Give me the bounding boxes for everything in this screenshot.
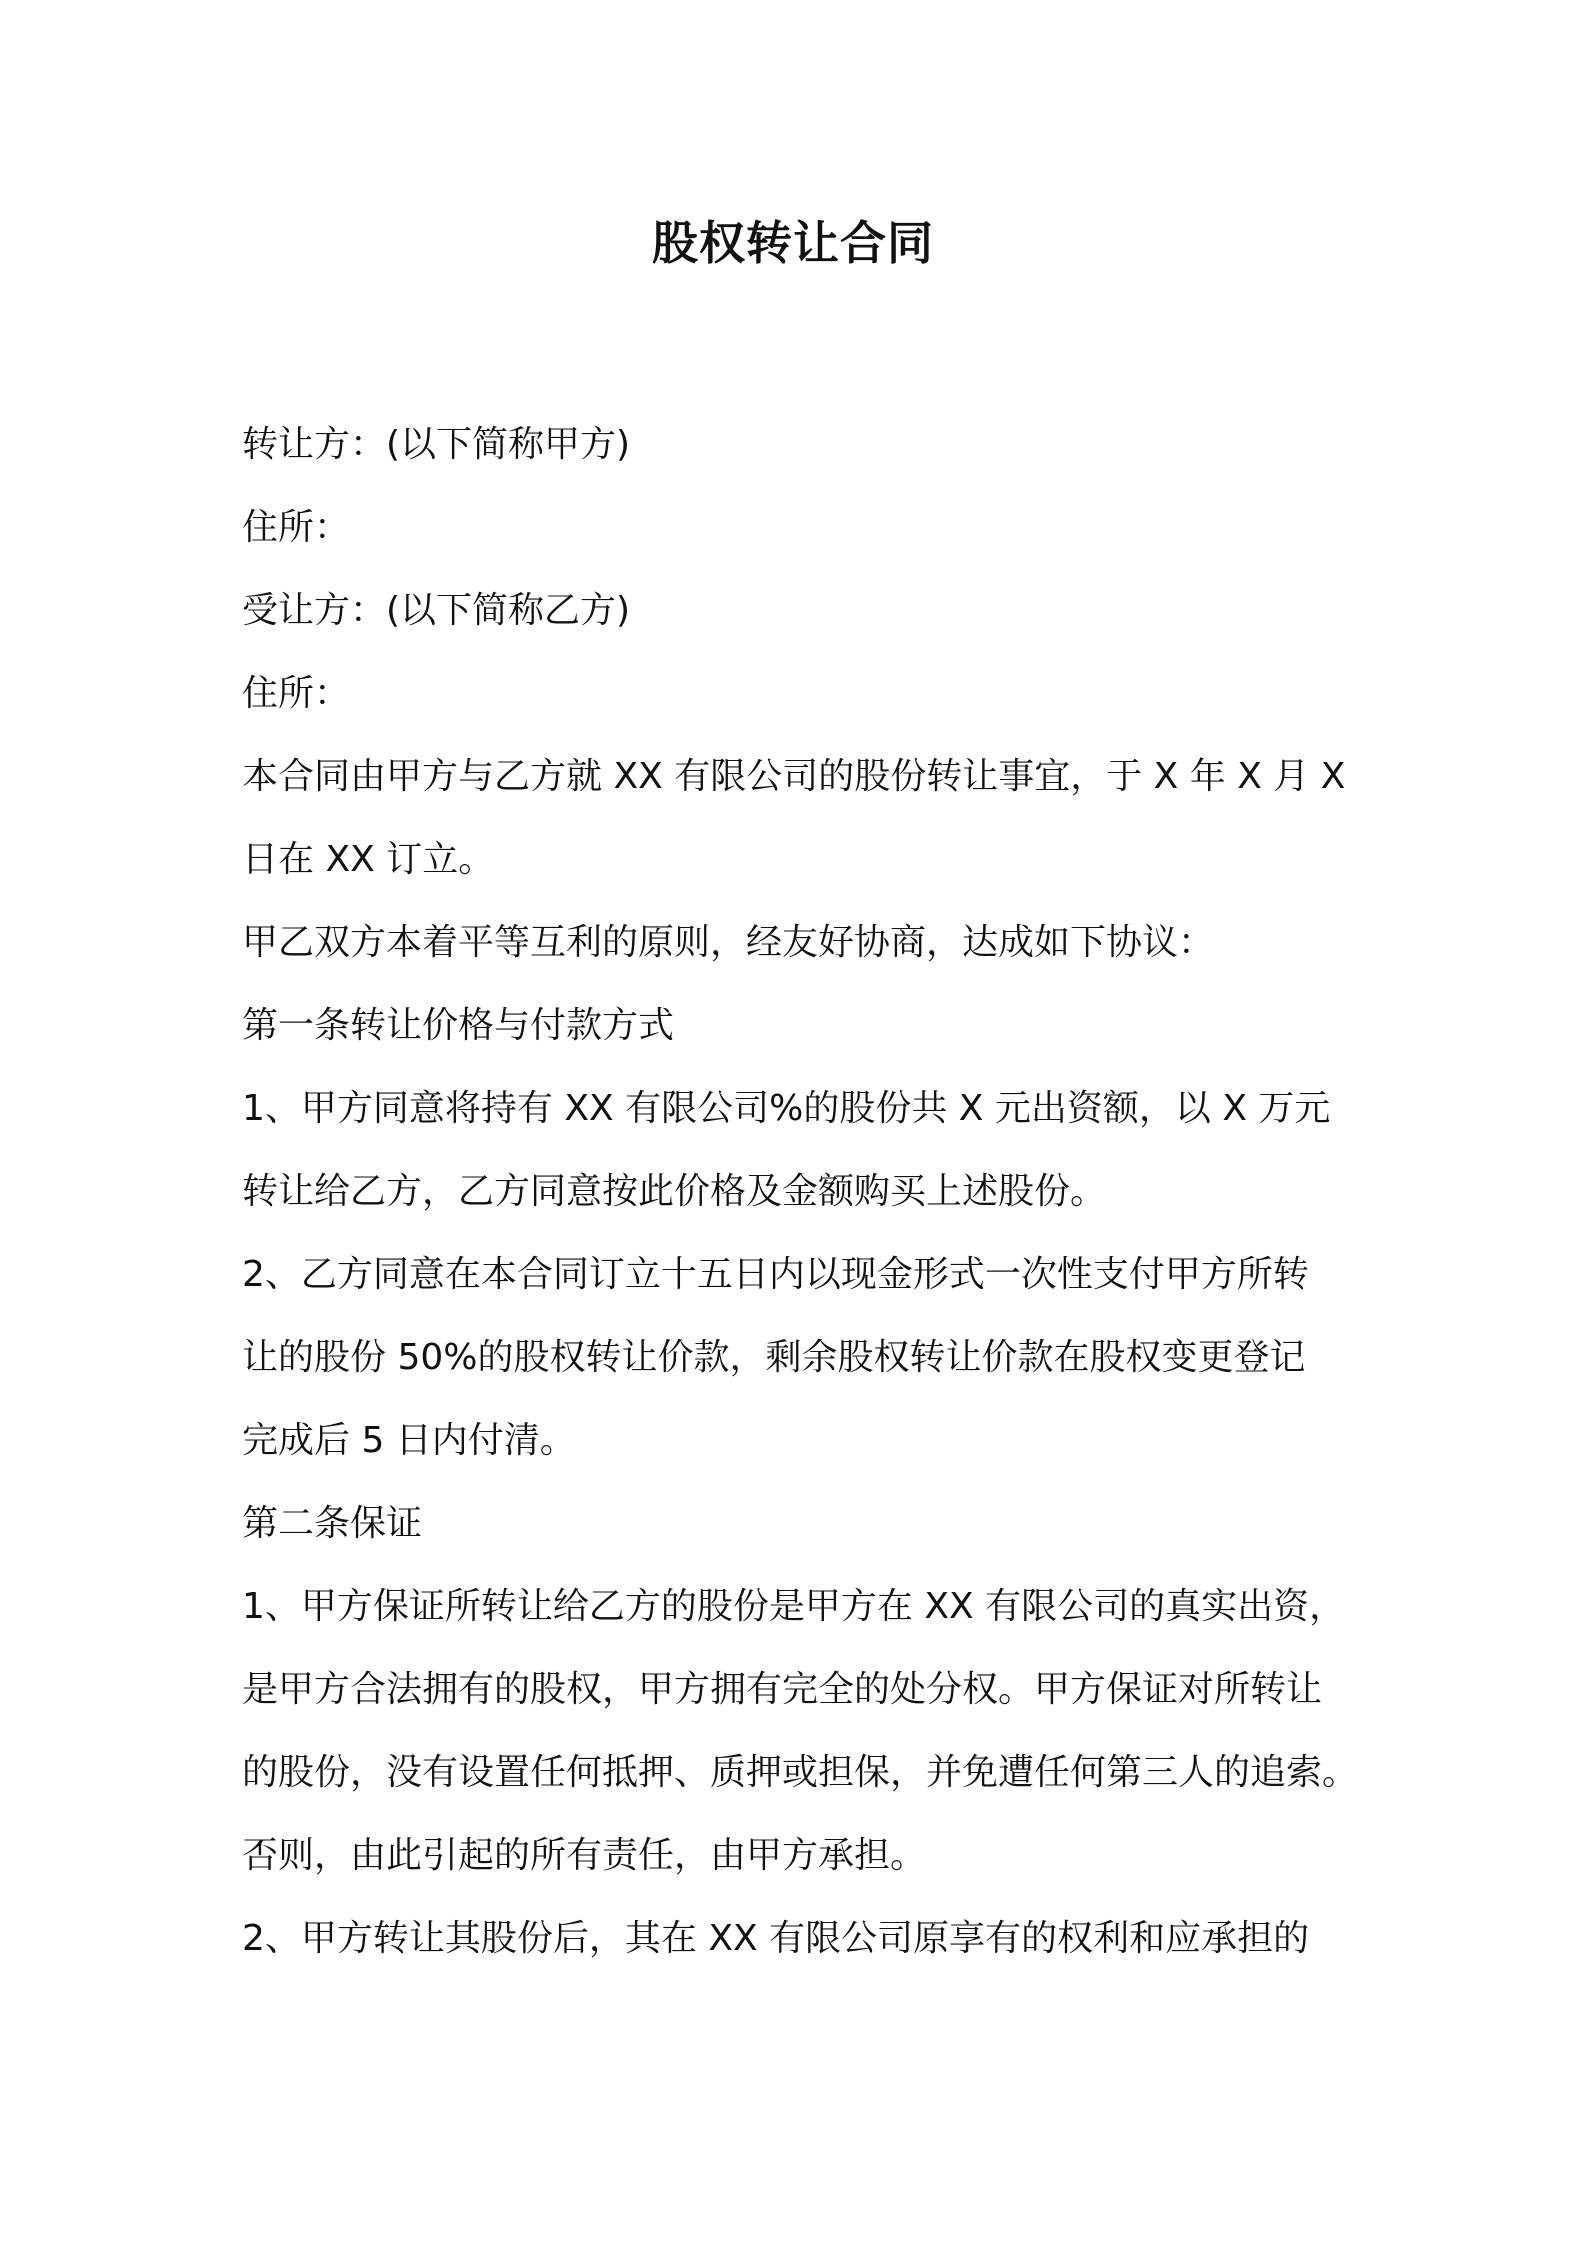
document-title: 股权转让合同 xyxy=(652,216,934,270)
article-2-clause-1-line-3: 的股份，没有设置任何抵押、质押或担保，并免遭任何第三人的追索。 xyxy=(242,1752,1359,1793)
agreement-line: 甲乙双方本着平等互利的原则，经友好协商，达成如下协议： xyxy=(242,922,1215,963)
party-a-line: 转让方：(以下简称甲方) xyxy=(242,424,631,465)
article-1-clause-2-line-2: 让的股份 50%的股权转让价款，剩余股权转让价款在股权变更登记 xyxy=(242,1337,1306,1378)
article-1-heading: 第一条转让价格与付款方式 xyxy=(242,1005,675,1046)
party-b-address-line: 住所： xyxy=(242,673,351,714)
article-1-clause-1-line-1: 1、甲方同意将持有 XX 有限公司%的股份共 X 元出资额，以 X 万元 xyxy=(242,1088,1331,1129)
document-body xyxy=(242,403,1362,1980)
intro-line-1: 本合同由甲方与乙方就 XX 有限公司的股份转让事宜，于 X 年 X 月 X xyxy=(242,756,1346,797)
article-2-heading: 第二条保证 xyxy=(242,1503,423,1544)
article-2-clause-1-line-4: 否则，由此引起的所有责任，由甲方承担。 xyxy=(242,1835,927,1876)
article-1-clause-2-line-3: 完成后 5 日内付清。 xyxy=(242,1420,576,1461)
party-b-line: 受让方：(以下简称乙方) xyxy=(242,590,631,631)
article-2-clause-1-line-2: 是甲方合法拥有的股权，甲方拥有完全的处分权。甲方保证对所转让 xyxy=(242,1669,1323,1710)
article-1-clause-1-line-2: 转让给乙方，乙方同意按此价格及金额购买上述股份。 xyxy=(242,1171,1107,1212)
party-a-address-line: 住所： xyxy=(242,507,351,548)
article-2-clause-2-line-1: 2、甲方转让其股份后，其在 XX 有限公司原享有的权利和应承担的 xyxy=(242,1918,1310,1959)
article-1-clause-2-line-1: 2、乙方同意在本合同订立十五日内以现金形式一次性支付甲方所转 xyxy=(242,1254,1309,1295)
article-2-clause-1-line-1: 1、甲方保证所转让给乙方的股份是甲方在 XX 有限公司的真实出资， xyxy=(242,1586,1346,1627)
intro-line-2: 日在 XX 订立。 xyxy=(242,839,495,880)
